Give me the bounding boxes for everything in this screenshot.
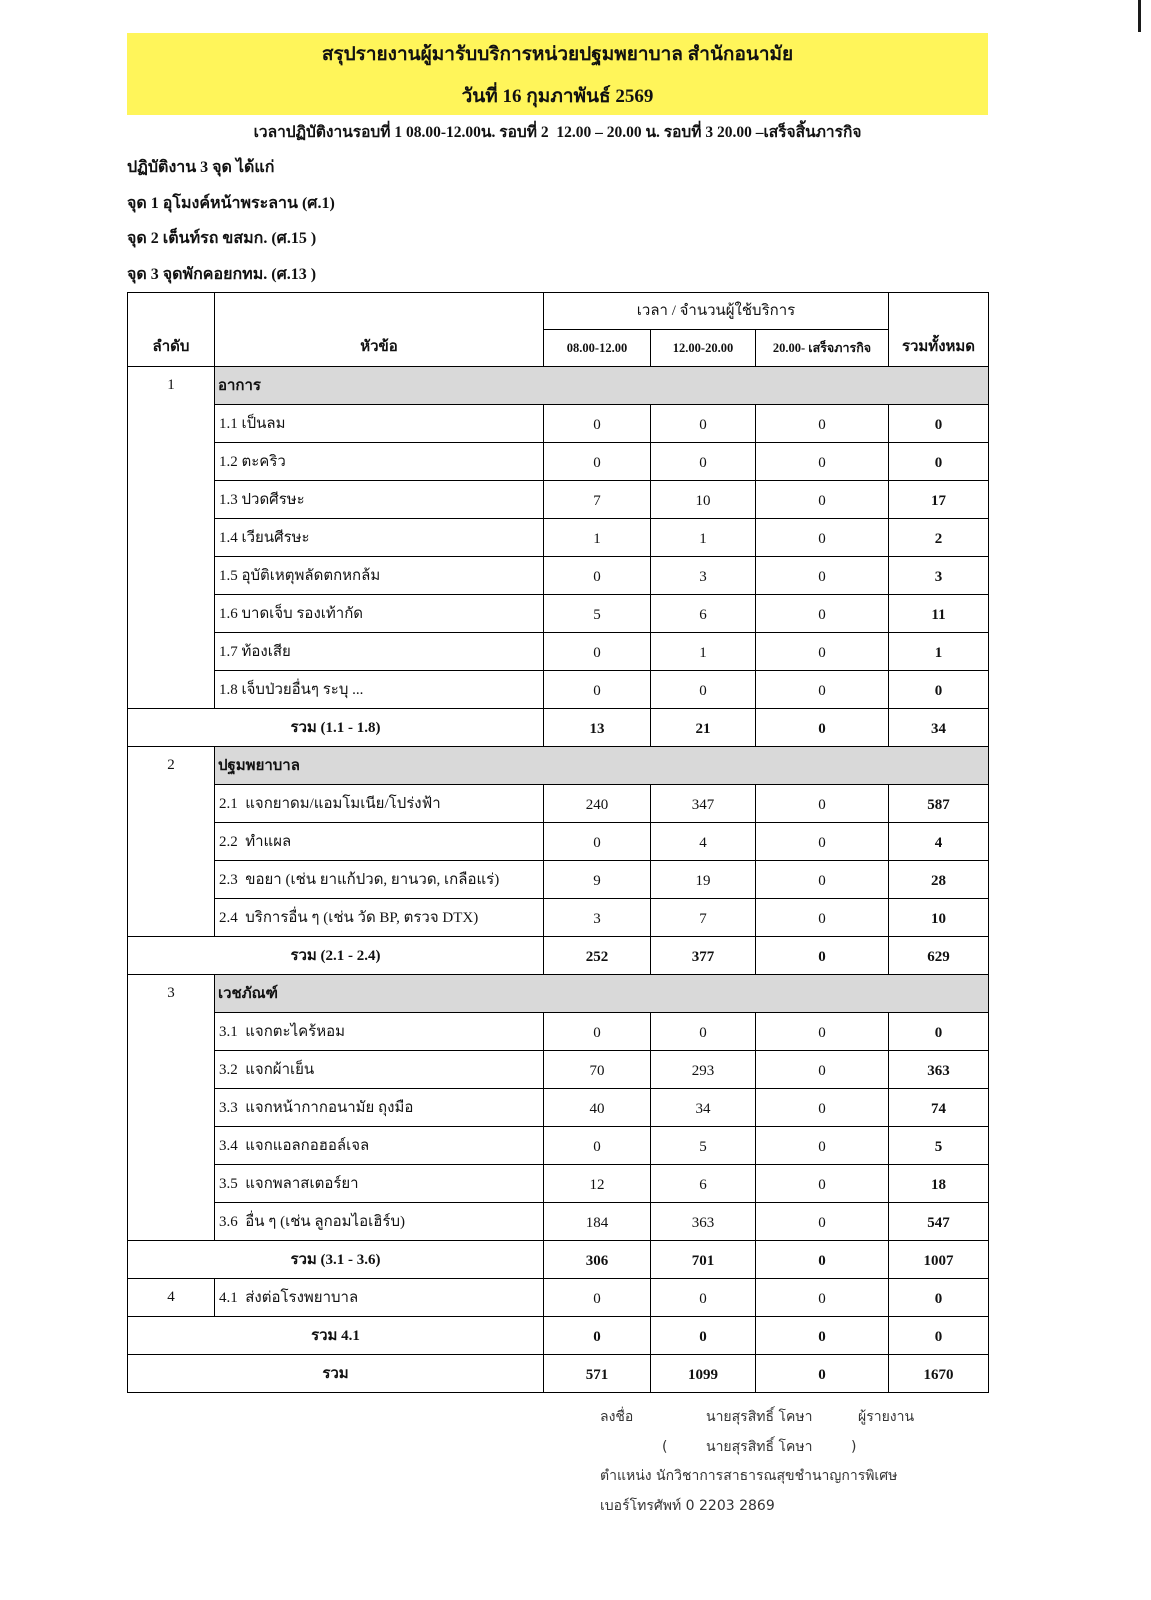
col-header-no: ลำดับ — [128, 293, 215, 367]
count-cell-slot-1: 1 — [544, 519, 651, 557]
count-cell-slot-2: 0 — [651, 443, 756, 481]
table-row — [128, 1089, 989, 1127]
item-label: 3.5 แจกพลาสเตอร์ยา — [215, 1165, 544, 1203]
count-cell-slot-2: 701 — [651, 1241, 756, 1279]
count-cell-slot-3: 0 — [756, 1203, 889, 1241]
count-cell-slot-1: 0 — [544, 633, 651, 671]
count-cell-slot-2: 377 — [651, 937, 756, 975]
service-point-2: จุด 2 เต็นท์รถ ขสมก. (ศ.15 ) — [127, 230, 317, 248]
subtotal-label: รวม (3.1 - 3.6) — [128, 1241, 544, 1279]
row-total-cell: 3 — [889, 557, 989, 595]
grand-total-row — [128, 1355, 989, 1393]
item-label: 1.4 เวียนศีรษะ — [215, 519, 544, 557]
table-row — [128, 1013, 989, 1051]
row-total-cell: 629 — [889, 937, 989, 975]
scan-edge-mark — [1138, 0, 1141, 32]
grand-total-label: รวม — [128, 1355, 544, 1393]
item-label: 2.3 ขอยา (เช่น ยาแก้ปวด, ยานวด, เกลือแร่) — [215, 861, 544, 899]
section-header-row — [128, 367, 989, 405]
count-cell-slot-2: 6 — [651, 1165, 756, 1203]
count-cell-slot-3: 0 — [756, 785, 889, 823]
row-total-cell: 547 — [889, 1203, 989, 1241]
count-cell-slot-1: 7 — [544, 481, 651, 519]
count-cell-slot-2: 0 — [651, 671, 756, 709]
row-total-cell: 0 — [889, 671, 989, 709]
count-cell-slot-1: 0 — [544, 405, 651, 443]
count-cell-slot-3: 0 — [756, 443, 889, 481]
table-row — [128, 861, 989, 899]
item-label: 4.1 ส่งต่อโรงพยาบาล — [215, 1279, 544, 1317]
row-total-cell: 1007 — [889, 1241, 989, 1279]
count-cell-slot-1: 240 — [544, 785, 651, 823]
item-label: 1.1 เป็นลม — [215, 405, 544, 443]
table-row — [128, 481, 989, 519]
table-row — [128, 633, 989, 671]
item-label: 2.2 ทำแผล — [215, 823, 544, 861]
row-total-cell: 363 — [889, 1051, 989, 1089]
table-row — [128, 1279, 989, 1317]
count-cell-slot-2: 19 — [651, 861, 756, 899]
col-header-slot-2: 12.00-20.00 — [651, 330, 756, 367]
section-title: ปฐมพยาบาล — [215, 747, 989, 785]
row-total-cell: 11 — [889, 595, 989, 633]
count-cell-slot-2: 21 — [651, 709, 756, 747]
col-header-topic: หัวข้อ — [215, 293, 544, 367]
count-cell-slot-3: 0 — [756, 405, 889, 443]
item-label: 1.3 ปวดศีรษะ — [215, 481, 544, 519]
row-total-cell: 74 — [889, 1089, 989, 1127]
printed-name: นายสุรสิทธิ์ โคษา — [706, 1439, 813, 1455]
item-label: 2.4 บริการอื่น ๆ (เช่น วัด BP, ตรวจ DTX) — [215, 899, 544, 937]
count-cell-slot-3: 0 — [756, 1013, 889, 1051]
service-point-3: จุด 3 จุดพักคอยกทม. (ศ.13 ) — [127, 266, 317, 284]
count-cell-slot-2: 347 — [651, 785, 756, 823]
row-total-cell: 0 — [889, 443, 989, 481]
section-number: 4 — [128, 1279, 215, 1317]
count-cell-slot-1: 306 — [544, 1241, 651, 1279]
count-cell-slot-1: 13 — [544, 709, 651, 747]
count-cell-slot-3: 0 — [756, 861, 889, 899]
row-total-cell: 10 — [889, 899, 989, 937]
count-cell-slot-3: 0 — [756, 633, 889, 671]
count-cell-slot-3: 0 — [756, 1241, 889, 1279]
work-schedule: เวลาปฏิบัติงานรอบที่ 1 08.00-12.00น. รอบที่ 2 12.00 – 20.00 น. รอบที่ 3 20.00 –เสร็จสิ้นภารกิจ — [253, 124, 862, 141]
count-cell-slot-1: 12 — [544, 1165, 651, 1203]
item-label: 2.1 แจกยาดม/แอมโมเนีย/โปร่งฟ้า — [215, 785, 544, 823]
report-title: สรุปรายงานผู้มารับบริการหน่วยปฐมพยาบาล สำนักอนามัย — [321, 44, 794, 65]
row-total-cell: 0 — [889, 1279, 989, 1317]
row-total-cell: 28 — [889, 861, 989, 899]
count-cell-slot-3: 0 — [756, 1355, 889, 1393]
count-cell-slot-3: 0 — [756, 595, 889, 633]
row-total-cell: 0 — [889, 405, 989, 443]
subtotal-row — [128, 1317, 989, 1355]
item-label: 3.2 แจกผ้าเย็น — [215, 1051, 544, 1089]
subtotal-row — [128, 1241, 989, 1279]
count-cell-slot-1: 0 — [544, 557, 651, 595]
section-title: อาการ — [215, 367, 989, 405]
section-header-row — [128, 747, 989, 785]
count-cell-slot-3: 0 — [756, 823, 889, 861]
signer-role: ผู้รายงาน — [858, 1409, 915, 1425]
count-cell-slot-3: 0 — [756, 557, 889, 595]
subtotal-row — [128, 709, 989, 747]
table-row — [128, 1203, 989, 1241]
service-points-intro: ปฏิบัติงาน 3 จุด ได้แก่ — [127, 159, 275, 176]
row-total-cell: 0 — [889, 1013, 989, 1051]
table-row — [128, 557, 989, 595]
count-cell-slot-2: 6 — [651, 595, 756, 633]
signature-label: ลงชื่อ — [600, 1409, 634, 1425]
count-cell-slot-2: 1 — [651, 519, 756, 557]
count-cell-slot-3: 0 — [756, 1317, 889, 1355]
count-cell-slot-1: 0 — [544, 1279, 651, 1317]
count-cell-slot-1: 9 — [544, 861, 651, 899]
count-cell-slot-1: 0 — [544, 823, 651, 861]
signer-position: ตำแหน่ง นักวิชาการสาธารณสุขชำนาญการพิเศษ — [600, 1468, 898, 1484]
section-number: 3 — [128, 975, 215, 1241]
service-point-1: จุด 1 อุโมงค์หน้าพระลาน (ศ.1) — [127, 194, 335, 212]
close-parenthesis: ) — [851, 1439, 857, 1455]
count-cell-slot-1: 70 — [544, 1051, 651, 1089]
count-cell-slot-2: 0 — [651, 405, 756, 443]
header-row-top — [128, 293, 989, 330]
open-parenthesis: ( — [662, 1439, 668, 1455]
table-row — [128, 519, 989, 557]
count-cell-slot-1: 571 — [544, 1355, 651, 1393]
section-number: 1 — [128, 367, 215, 709]
count-cell-slot-2: 0 — [651, 1279, 756, 1317]
item-label: 3.6 อื่น ๆ (เช่น ลูกอมไอเฮิร์บ) — [215, 1203, 544, 1241]
count-cell-slot-3: 0 — [756, 937, 889, 975]
service-points — [127, 156, 335, 299]
count-cell-slot-2: 1 — [651, 633, 756, 671]
signer-name: นายสุรสิทธิ์ โคษา — [706, 1409, 813, 1425]
count-cell-slot-1: 3 — [544, 899, 651, 937]
subtotal-label: รวม (2.1 - 2.4) — [128, 937, 544, 975]
row-total-cell: 0 — [889, 1317, 989, 1355]
item-label: 1.2 ตะคริว — [215, 443, 544, 481]
signer-phone: เบอร์โทรศัพท์ 0 2203 2869 — [600, 1498, 775, 1514]
table-row — [128, 443, 989, 481]
table-body — [128, 367, 989, 1393]
count-cell-slot-2: 5 — [651, 1127, 756, 1165]
item-label: 1.8 เจ็บป่วยอื่นๆ ระบุ ... — [215, 671, 544, 709]
count-cell-slot-1: 0 — [544, 1127, 651, 1165]
row-total-cell: 587 — [889, 785, 989, 823]
table-row — [128, 785, 989, 823]
count-cell-slot-3: 0 — [756, 1089, 889, 1127]
item-label: 1.6 บาดเจ็บ รองเท้ากัด — [215, 595, 544, 633]
count-cell-slot-2: 293 — [651, 1051, 756, 1089]
row-total-cell: 1670 — [889, 1355, 989, 1393]
service-report-table — [127, 292, 989, 1393]
count-cell-slot-3: 0 — [756, 1165, 889, 1203]
section-number: 2 — [128, 747, 215, 937]
count-cell-slot-1: 184 — [544, 1203, 651, 1241]
row-total-cell: 1 — [889, 633, 989, 671]
section-header-row — [128, 975, 989, 1013]
count-cell-slot-1: 5 — [544, 595, 651, 633]
subtotal-row — [128, 937, 989, 975]
table-row — [128, 823, 989, 861]
count-cell-slot-2: 7 — [651, 899, 756, 937]
count-cell-slot-2: 1099 — [651, 1355, 756, 1393]
count-cell-slot-2: 3 — [651, 557, 756, 595]
row-total-cell: 18 — [889, 1165, 989, 1203]
table-row — [128, 1051, 989, 1089]
col-header-time-group: เวลา / จำนวนผู้ใช้บริการ — [544, 293, 889, 330]
count-cell-slot-3: 0 — [756, 671, 889, 709]
count-cell-slot-2: 363 — [651, 1203, 756, 1241]
count-cell-slot-2: 0 — [651, 1317, 756, 1355]
row-total-cell: 17 — [889, 481, 989, 519]
count-cell-slot-1: 252 — [544, 937, 651, 975]
col-header-slot-3: 20.00- เสร็จภารกิจ — [756, 330, 889, 367]
table-row — [128, 1165, 989, 1203]
count-cell-slot-3: 0 — [756, 481, 889, 519]
section-title: เวชภัณฑ์ — [215, 975, 989, 1013]
count-cell-slot-1: 0 — [544, 1317, 651, 1355]
item-label: 3.1 แจกตะไคร้หอม — [215, 1013, 544, 1051]
item-label: 3.4 แจกแอลกอฮอล์เจล — [215, 1127, 544, 1165]
table-row — [128, 405, 989, 443]
table-row — [128, 671, 989, 709]
subtotal-label: รวม (1.1 - 1.8) — [128, 709, 544, 747]
count-cell-slot-1: 0 — [544, 1013, 651, 1051]
title-banner — [127, 33, 988, 115]
item-label: 3.3 แจกหน้ากากอนามัย ถุงมือ — [215, 1089, 544, 1127]
table-row — [128, 1127, 989, 1165]
subtotal-label: รวม 4.1 — [128, 1317, 544, 1355]
table-row — [128, 595, 989, 633]
count-cell-slot-3: 0 — [756, 1051, 889, 1089]
row-total-cell: 4 — [889, 823, 989, 861]
row-total-cell: 2 — [889, 519, 989, 557]
count-cell-slot-3: 0 — [756, 899, 889, 937]
count-cell-slot-1: 0 — [544, 443, 651, 481]
report-date: วันที่ 16 กุมภาพันธ์ 2569 — [461, 86, 654, 107]
count-cell-slot-3: 0 — [756, 709, 889, 747]
col-header-slot-1: 08.00-12.00 — [544, 330, 651, 367]
count-cell-slot-3: 0 — [756, 519, 889, 557]
count-cell-slot-2: 4 — [651, 823, 756, 861]
count-cell-slot-2: 0 — [651, 1013, 756, 1051]
col-header-total: รวมทั้งหมด — [889, 293, 989, 367]
item-label: 1.7 ท้องเสีย — [215, 633, 544, 671]
item-label: 1.5 อุบัติเหตุพลัดตกหกล้ม — [215, 557, 544, 595]
count-cell-slot-1: 40 — [544, 1089, 651, 1127]
count-cell-slot-2: 10 — [651, 481, 756, 519]
count-cell-slot-2: 34 — [651, 1089, 756, 1127]
row-total-cell: 34 — [889, 709, 989, 747]
count-cell-slot-3: 0 — [756, 1127, 889, 1165]
count-cell-slot-1: 0 — [544, 671, 651, 709]
count-cell-slot-3: 0 — [756, 1279, 889, 1317]
table-row — [128, 899, 989, 937]
row-total-cell: 5 — [889, 1127, 989, 1165]
